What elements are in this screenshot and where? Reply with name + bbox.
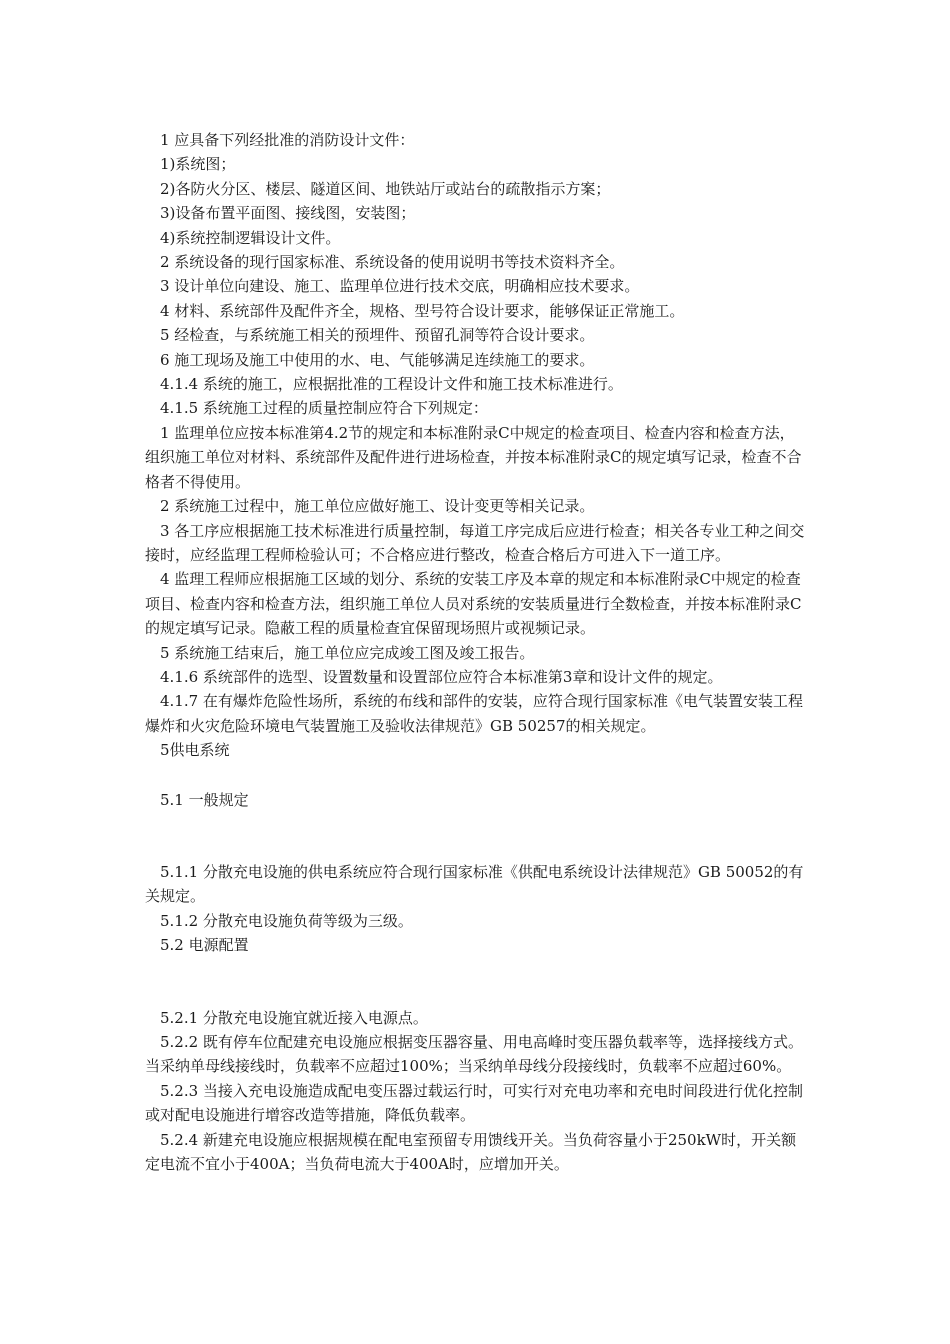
document-body (145, 128, 805, 1176)
section-heading: 5供电系统 (160, 741, 230, 760)
paragraph: 4.1.4 系统的施工，应根据批准的工程设计文件和施工技术标准进行。 (160, 375, 623, 394)
section-heading: 5.1 一般规定 (160, 790, 249, 809)
paragraph: 4.1.7 在有爆炸危险性场所，系统的布线和部件的安装，应符合现行国家标准《电气装置安装工程 爆炸和火灾危险环境电气装置施工及验收法律规范》GB 50257的相关规定。 (145, 692, 803, 735)
paragraph: 5 系统施工结束后，施工单位应完成竣工图及竣工报告。 (160, 643, 535, 662)
paragraph: 5.1.2 分散充电设施负荷等级为三级。 (160, 911, 413, 930)
paragraph: 2)各防火分区、楼层、隧道区间、地铁站厅或站台的疏散指示方案； (160, 179, 611, 198)
paragraph: 5.2.2 既有停车位配建充电设施应根据变压器容量、用电高峰时变压器负载率等，选择接线方式。当采纳单母线接线时，负载率不应超过100%；当采纳单母线分段接线时，负载率不应超过60%。 (145, 1033, 803, 1076)
paragraph: 5.2.4 新建充电设施应根据规模在配电室预留专用馈线开关。当负荷容量小于250kW时，开关额定电流不宜小于400A；当负荷电流大于400A时，应增加开关。 (145, 1130, 797, 1174)
paragraph: 3 设计单位向建设、施工、监理单位进行技术交底，明确相应技术要求。 (160, 277, 640, 296)
paragraph: 1)系统图； (160, 155, 236, 174)
paragraph: 5 经检查，与系统施工相关的预埋件、预留孔洞等符合设计要求。 (160, 326, 595, 345)
paragraph: 4 材料、系统部件及配件齐全，规格、型号符合设计要求，能够保证正常施工。 (160, 301, 685, 320)
paragraph: 4)系统控制逻辑设计文件。 (160, 228, 341, 247)
paragraph: 6 施工现场及施工中使用的水、电、气能够满足连续施工的要求。 (160, 350, 595, 369)
section-heading: 5.2 电源配置 (160, 936, 249, 955)
paragraph: 4.1.5 系统施工过程的质量控制应符合下列规定： (160, 399, 488, 418)
paragraph: 5.2.1 分散充电设施宜就近接入电源点。 (160, 1008, 428, 1027)
paragraph: 4.1.6 系统部件的选型、设置数量和设置部位应符合本标准第3章和设计文件的规定。 (160, 667, 723, 686)
paragraph: 4 监理工程师应根据施工区域的划分、系统的安装工序及本章的规定和本标准附录C中规定的检查项目、检查内容和检查方法，组织施工单位人员对系统的安装质量进行全数检查，并按本标准附录C的规定填写记录。隐蔽工程的质量检查宜保留现场照片或视频记录。 (145, 570, 802, 638)
paragraph: 5.1.1 分散充电设施的供电系统应符合现行国家标准《供配电系统设计法律规范》GB 50052的有关规定。 (145, 862, 804, 906)
paragraph: 3 各工序应根据施工技术标准进行质量控制，每道工序完成后应进行检查；相关各专业工种之间交接时，应经监理工程师检验认可；不合格应进行整改，检查合格后方可进入下一道工序。 (145, 521, 805, 564)
paragraph: 1 监理单位应按本标准第4.2节的规定和本标准附录C中规定的检查项目、检查内容和检查方法，组织施工单位对材料、系统部件及配件进行进场检查，并按本标准附录C的规定填写记录，检查不合格者不得使用。 (145, 423, 802, 491)
paragraph: 5.2.3 当接入充电设施造成配电变压器过载运行时，可实行对充电功率和充电时间段进行优化控制或对配电设施进行增容改造等措施，降低负载率。 (145, 1081, 803, 1125)
paragraph: 2 系统施工过程中，施工单位应做好施工、设计变更等相关记录。 (160, 497, 595, 516)
paragraph: 3)设备布置平面图、接线图，安装图； (160, 204, 416, 223)
paragraph: 2 系统设备的现行国家标准、系统设备的使用说明书等技术资料齐全。 (160, 253, 625, 272)
paragraph: 1 应具备下列经批准的消防设计文件： (160, 131, 415, 149)
